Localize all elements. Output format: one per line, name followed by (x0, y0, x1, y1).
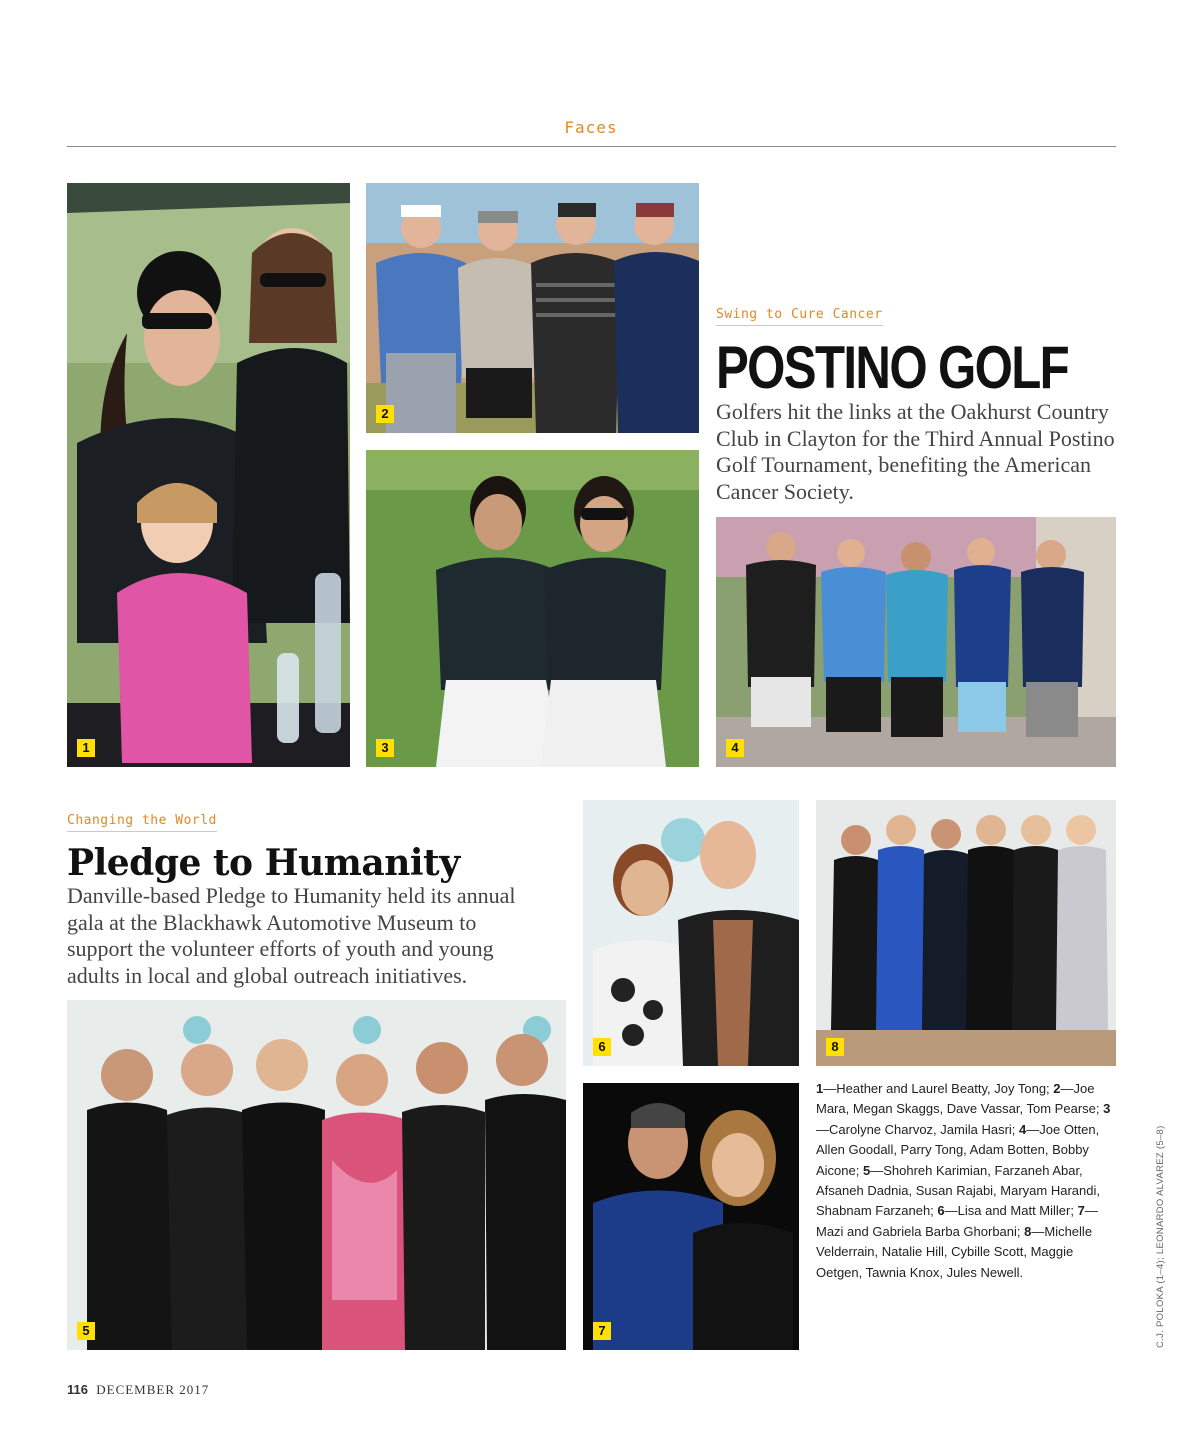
golf-dek: Golfers hit the links at the Oakhurst Country Club in Clayton for the Third Annual Postino Golf Tournament, benefiting the American Cancer Society. (716, 399, 1115, 504)
photo-number-4: 4 (726, 739, 744, 757)
photo-6-image (583, 800, 799, 1066)
caption-text: —Mazi and Gabriela Barba Ghorbani; (816, 1203, 1098, 1239)
golf-headline: POSTINO GOLF (716, 334, 1069, 401)
photo-number-7: 7 (593, 1322, 611, 1340)
section-label: Faces (564, 118, 618, 137)
photo-2[interactable] (366, 183, 699, 433)
photo-credit: C.J. POLOKA (1–4); LEONARDO ALVAREZ (5–8) (1155, 1125, 1166, 1348)
header-rule (67, 146, 1116, 147)
photo-2-image (366, 183, 699, 433)
pledge-headline: Pledge to Humanity (67, 842, 460, 884)
golf-kicker: Swing to Cure Cancer (716, 307, 883, 326)
caption-number: 2 (1053, 1081, 1061, 1096)
pledge-kicker: Changing the World (67, 813, 217, 832)
photo-4[interactable] (716, 517, 1116, 767)
photo-5-image (67, 1000, 566, 1350)
caption-number: 1 (816, 1081, 824, 1096)
caption-text: —Carolyne Charvoz, Jamila Hasri; (816, 1121, 1020, 1137)
caption-text: —Joe Otten, Allen Goodall, Parry Tong, Adam Botten, Bobby Aicone; (816, 1121, 1100, 1178)
caption-text: —Joe Mara, Megan Skaggs, Dave Vassar, Tom Pearse; (816, 1081, 1104, 1117)
caption-text: —Michelle Velderrain, Natalie Hill, Cybille Scott, Maggie Oetgen, Tawnia Knox, Jules Newell. (816, 1223, 1093, 1280)
photo-6[interactable] (583, 800, 799, 1066)
pledge-dek: Danville-based Pledge to Humanity held its annual gala at the Blackhawk Automotive Museum to support the volunteer efforts of youth and young adults in local and global outreach initiatives. (67, 883, 516, 988)
photo-4-image (716, 517, 1116, 767)
photo-number-5: 5 (77, 1322, 95, 1340)
photo-number-1: 1 (77, 739, 95, 757)
photo-3-image (366, 450, 699, 767)
caption-text: —Shohreh Karimian, Farzaneh Abar, Afsaneh Dadnia, Susan Rajabi, Maryam Harandi, Shabnam Farzaneh; (816, 1162, 1100, 1219)
photo-8-image (816, 800, 1116, 1066)
caption-number: 7 (1077, 1203, 1085, 1219)
caption-text: —Heather and Laurel Beatty, Joy Tong; (823, 1081, 1054, 1096)
photo-number-8: 8 (826, 1038, 844, 1056)
photo-3[interactable] (366, 450, 699, 767)
photo-7[interactable] (583, 1083, 799, 1350)
caption-number: 5 (862, 1162, 871, 1178)
photo-1-image (67, 183, 350, 767)
caption-text: —Lisa and Matt Miller; (944, 1203, 1078, 1219)
page-folio (67, 1382, 209, 1398)
caption-number: 8 (1024, 1223, 1032, 1239)
photo-number-2: 2 (376, 405, 394, 423)
caption-number: 4 (1019, 1121, 1027, 1137)
photo-8[interactable] (816, 800, 1116, 1066)
issue-date: DECEMBER 2017 (96, 1382, 210, 1397)
caption-number: 3 (1103, 1101, 1111, 1117)
photo-number-3: 3 (376, 739, 394, 757)
page-number: 116 (67, 1382, 88, 1397)
photo-number-6: 6 (593, 1038, 611, 1056)
photo-7-image (583, 1083, 799, 1350)
photo-1[interactable] (67, 183, 350, 767)
photo-5[interactable] (67, 1000, 566, 1350)
photo-captions (816, 1079, 1116, 1283)
caption-number: 6 (937, 1203, 945, 1219)
